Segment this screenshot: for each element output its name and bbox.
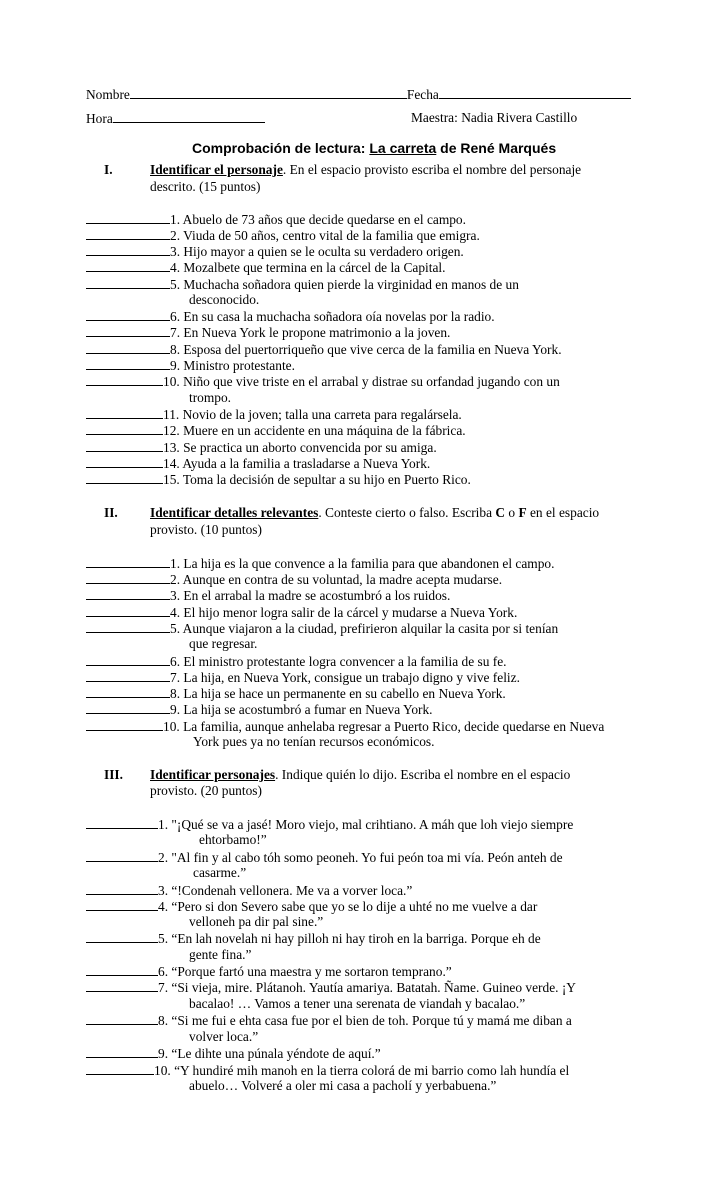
section3-numeral: III. — [104, 767, 123, 782]
list-item: 3. Hijo mayor a quien se le oculta su verdadero origen. — [86, 243, 464, 260]
answer-blank[interactable] — [86, 406, 163, 419]
list-item-continuation: velloneh pa dir pal sine.” — [189, 914, 324, 929]
answer-blank[interactable] — [86, 341, 170, 354]
hour-label: Hora — [86, 111, 113, 126]
answer-blank[interactable] — [86, 882, 158, 895]
answer-blank[interactable] — [86, 555, 170, 568]
section1-instructions: Identificar el personaje. En el espacio provisto escriba el nombre del personaje — [150, 162, 582, 177]
list-item: 7. En Nueva York le propone matrimonio a la joven. — [86, 324, 450, 341]
answer-blank[interactable] — [86, 979, 158, 992]
list-item: 8. Esposa del puertorriqueño que vive cerca de la familia en Nueva York. — [86, 341, 562, 358]
list-item: 5. Aunque viajaron a la ciudad, prefirieron alquilar la casita por si tenían — [86, 620, 558, 637]
list-item: 1. "¡Qué se va a jasé! Moro viejo, mal crihtiano. A máh que loh viejo siempre — [86, 816, 573, 833]
list-item-continuation: gente fina.” — [189, 947, 252, 962]
list-item: 2. Aunque en contra de su voluntad, la madre acepta mudarse. — [86, 571, 502, 588]
answer-blank[interactable] — [86, 718, 163, 731]
list-item-continuation: abuelo… Volveré a oler mi casa a pacholí y yerbabuena.” — [189, 1078, 497, 1093]
answer-blank[interactable] — [86, 455, 163, 468]
answer-blank[interactable] — [86, 1045, 158, 1058]
list-item: 2. Viuda de 50 años, centro vital de la familia que emigra. — [86, 227, 480, 244]
section1-heading: Identificar el personaje — [150, 162, 283, 177]
answer-blank[interactable] — [86, 930, 158, 943]
list-item: 9. La hija se acostumbró a fumar en Nueva York. — [86, 701, 433, 718]
list-item: 1. La hija es la que convence a la familia para que abandonen el campo. — [86, 555, 554, 572]
teacher-name: Maestra: Nadia Rivera Castillo — [411, 110, 578, 125]
list-item: 6. En su casa la muchacha soñadora oía novelas por la radio. — [86, 308, 495, 325]
answer-blank[interactable] — [86, 243, 170, 256]
answer-blank[interactable] — [86, 324, 170, 337]
answer-blank[interactable] — [86, 211, 170, 224]
list-item-continuation: bacalao! … Vamos a tener una serenata de viandah y bacalao.” — [189, 996, 526, 1011]
list-item: 9. “Le dihte una púnala yéndote de aquí.” — [86, 1045, 381, 1062]
list-item: 7. La hija, en Nueva York, consigue un trabajo digno y vive feliz. — [86, 669, 520, 686]
list-item: 3. “!Condenah vellonera. Me va a vorver loca.” — [86, 882, 412, 899]
answer-blank[interactable] — [86, 963, 158, 976]
answer-blank[interactable] — [86, 422, 163, 435]
answer-blank[interactable] — [86, 227, 170, 240]
answer-blank[interactable] — [86, 439, 163, 452]
answer-blank[interactable] — [86, 685, 170, 698]
answer-blank[interactable] — [86, 571, 170, 584]
list-item: 10. Niño que vive triste en el arrabal y distrae su orfandad jugando con un — [86, 373, 560, 390]
list-item: 11. Novio de la joven; talla una carreta para regalársela. — [86, 406, 462, 423]
list-item: 6. “Porque fartó una maestra y me sortaron temprano.” — [86, 963, 452, 980]
section3-instructions: Identificar personajes. Indique quién lo dijo. Escriba el nombre en el espacio — [150, 767, 571, 782]
list-item-continuation: ehtorbamo!” — [199, 832, 267, 847]
page-title: Comprobación de lectura: La carreta de René Marqués — [192, 140, 557, 156]
list-item: 4. Mozalbete que termina en la cárcel de la Capital. — [86, 259, 446, 276]
list-item: 12. Muere en un accidente en una máquina de la fábrica. — [86, 422, 466, 439]
section2-instructions: Identificar detalles relevantes. Conteste cierto o falso. Escriba C o F en el espacio — [150, 505, 600, 520]
answer-blank[interactable] — [86, 701, 170, 714]
list-item-continuation: York pues ya no tenían recursos económicos. — [193, 734, 435, 749]
list-item-continuation: trompo. — [189, 390, 232, 405]
list-item: 5. “En lah novelah ni hay pilloh ni hay tiroh en la barriga. Porque eh de — [86, 930, 541, 947]
answer-blank[interactable] — [86, 604, 170, 617]
answer-blank[interactable] — [86, 849, 158, 862]
answer-blank[interactable] — [86, 1012, 158, 1025]
list-item: 5. Muchacha soñadora quien pierde la virginidad en manos de un — [86, 276, 519, 293]
answer-blank[interactable] — [86, 276, 170, 289]
list-item: 4. “Pero si don Severo sabe que yo se lo dije a uhté no me vuelve a dar — [86, 898, 537, 915]
date-label: Fecha — [406, 87, 439, 102]
list-item: 3. En el arrabal la madre se acostumbró a los ruidos. — [86, 587, 450, 604]
section1-numeral: I. — [104, 162, 113, 177]
answer-blank[interactable] — [86, 653, 170, 666]
answer-blank[interactable] — [86, 669, 170, 682]
answer-blank[interactable] — [86, 308, 170, 321]
list-item: 1. Abuelo de 73 años que decide quedarse en el campo. — [86, 211, 466, 228]
hour-line — [86, 110, 265, 127]
date-field[interactable] — [439, 86, 631, 99]
list-item: 4. El hijo menor logra salir de la cárcel y mudarse a Nueva York. — [86, 604, 517, 621]
list-item: 15. Toma la decisión de sepultar a su hijo en Puerto Rico. — [86, 471, 471, 488]
list-item: 6. El ministro protestante logra convencer a la familia de su fe. — [86, 653, 507, 670]
list-item: 7. “Si vieja, mire. Plátanoh. Yautía amariya. Batatah. Ñame. Guineo verde. ¡Y — [86, 979, 576, 996]
section3-heading: Identificar personajes — [150, 767, 276, 782]
list-item: 10. “Y hundiré mih manoh en la tierra colorá de mi barrio como lah hundía el — [86, 1062, 569, 1079]
list-item-continuation: volver loca.” — [189, 1029, 259, 1044]
list-item: 13. Se practica un aborto convencida por su amiga. — [86, 439, 437, 456]
answer-blank[interactable] — [86, 587, 170, 600]
name-label: Nombre — [86, 87, 130, 102]
work-title: La carreta — [369, 140, 437, 156]
list-item: 8. “Si me fui e ehta casa fue por el bien de toh. Porque tú y mamá me diban a — [86, 1012, 572, 1029]
list-item: 10. La familia, aunque anhelaba regresar a Puerto Rico, decide quedarse en Nueva — [86, 718, 604, 735]
list-item: 8. La hija se hace un permanente en su cabello en Nueva York. — [86, 685, 506, 702]
answer-blank[interactable] — [86, 898, 158, 911]
list-item-continuation: que regresar. — [189, 636, 258, 651]
list-item: 9. Ministro protestante. — [86, 357, 295, 374]
answer-blank[interactable] — [86, 259, 170, 272]
hour-field[interactable] — [113, 110, 265, 123]
section2-heading: Identificar detalles relevantes — [150, 505, 319, 520]
name-line — [86, 86, 631, 103]
section2-numeral: II. — [104, 505, 118, 520]
answer-blank[interactable] — [86, 1062, 154, 1075]
answer-blank[interactable] — [86, 471, 163, 484]
answer-blank[interactable] — [86, 816, 158, 829]
list-item-continuation: desconocido. — [189, 292, 260, 307]
section1-instructions-2: descrito. (15 puntos) — [150, 179, 261, 194]
answer-blank[interactable] — [86, 373, 163, 386]
answer-blank[interactable] — [86, 357, 170, 370]
name-field[interactable] — [130, 86, 407, 99]
section3-instructions-2: provisto. (20 puntos) — [150, 783, 262, 798]
answer-blank[interactable] — [86, 620, 170, 633]
list-item: 2. "Al fin y al cabo tóh somo peoneh. Yo fui peón toa mi vía. Peón anteh de — [86, 849, 563, 866]
list-item-continuation: casarme.” — [193, 865, 247, 880]
section2-instructions-2: provisto. (10 puntos) — [150, 522, 262, 537]
list-item: 14. Ayuda a la familia a trasladarse a Nueva York. — [86, 455, 430, 472]
